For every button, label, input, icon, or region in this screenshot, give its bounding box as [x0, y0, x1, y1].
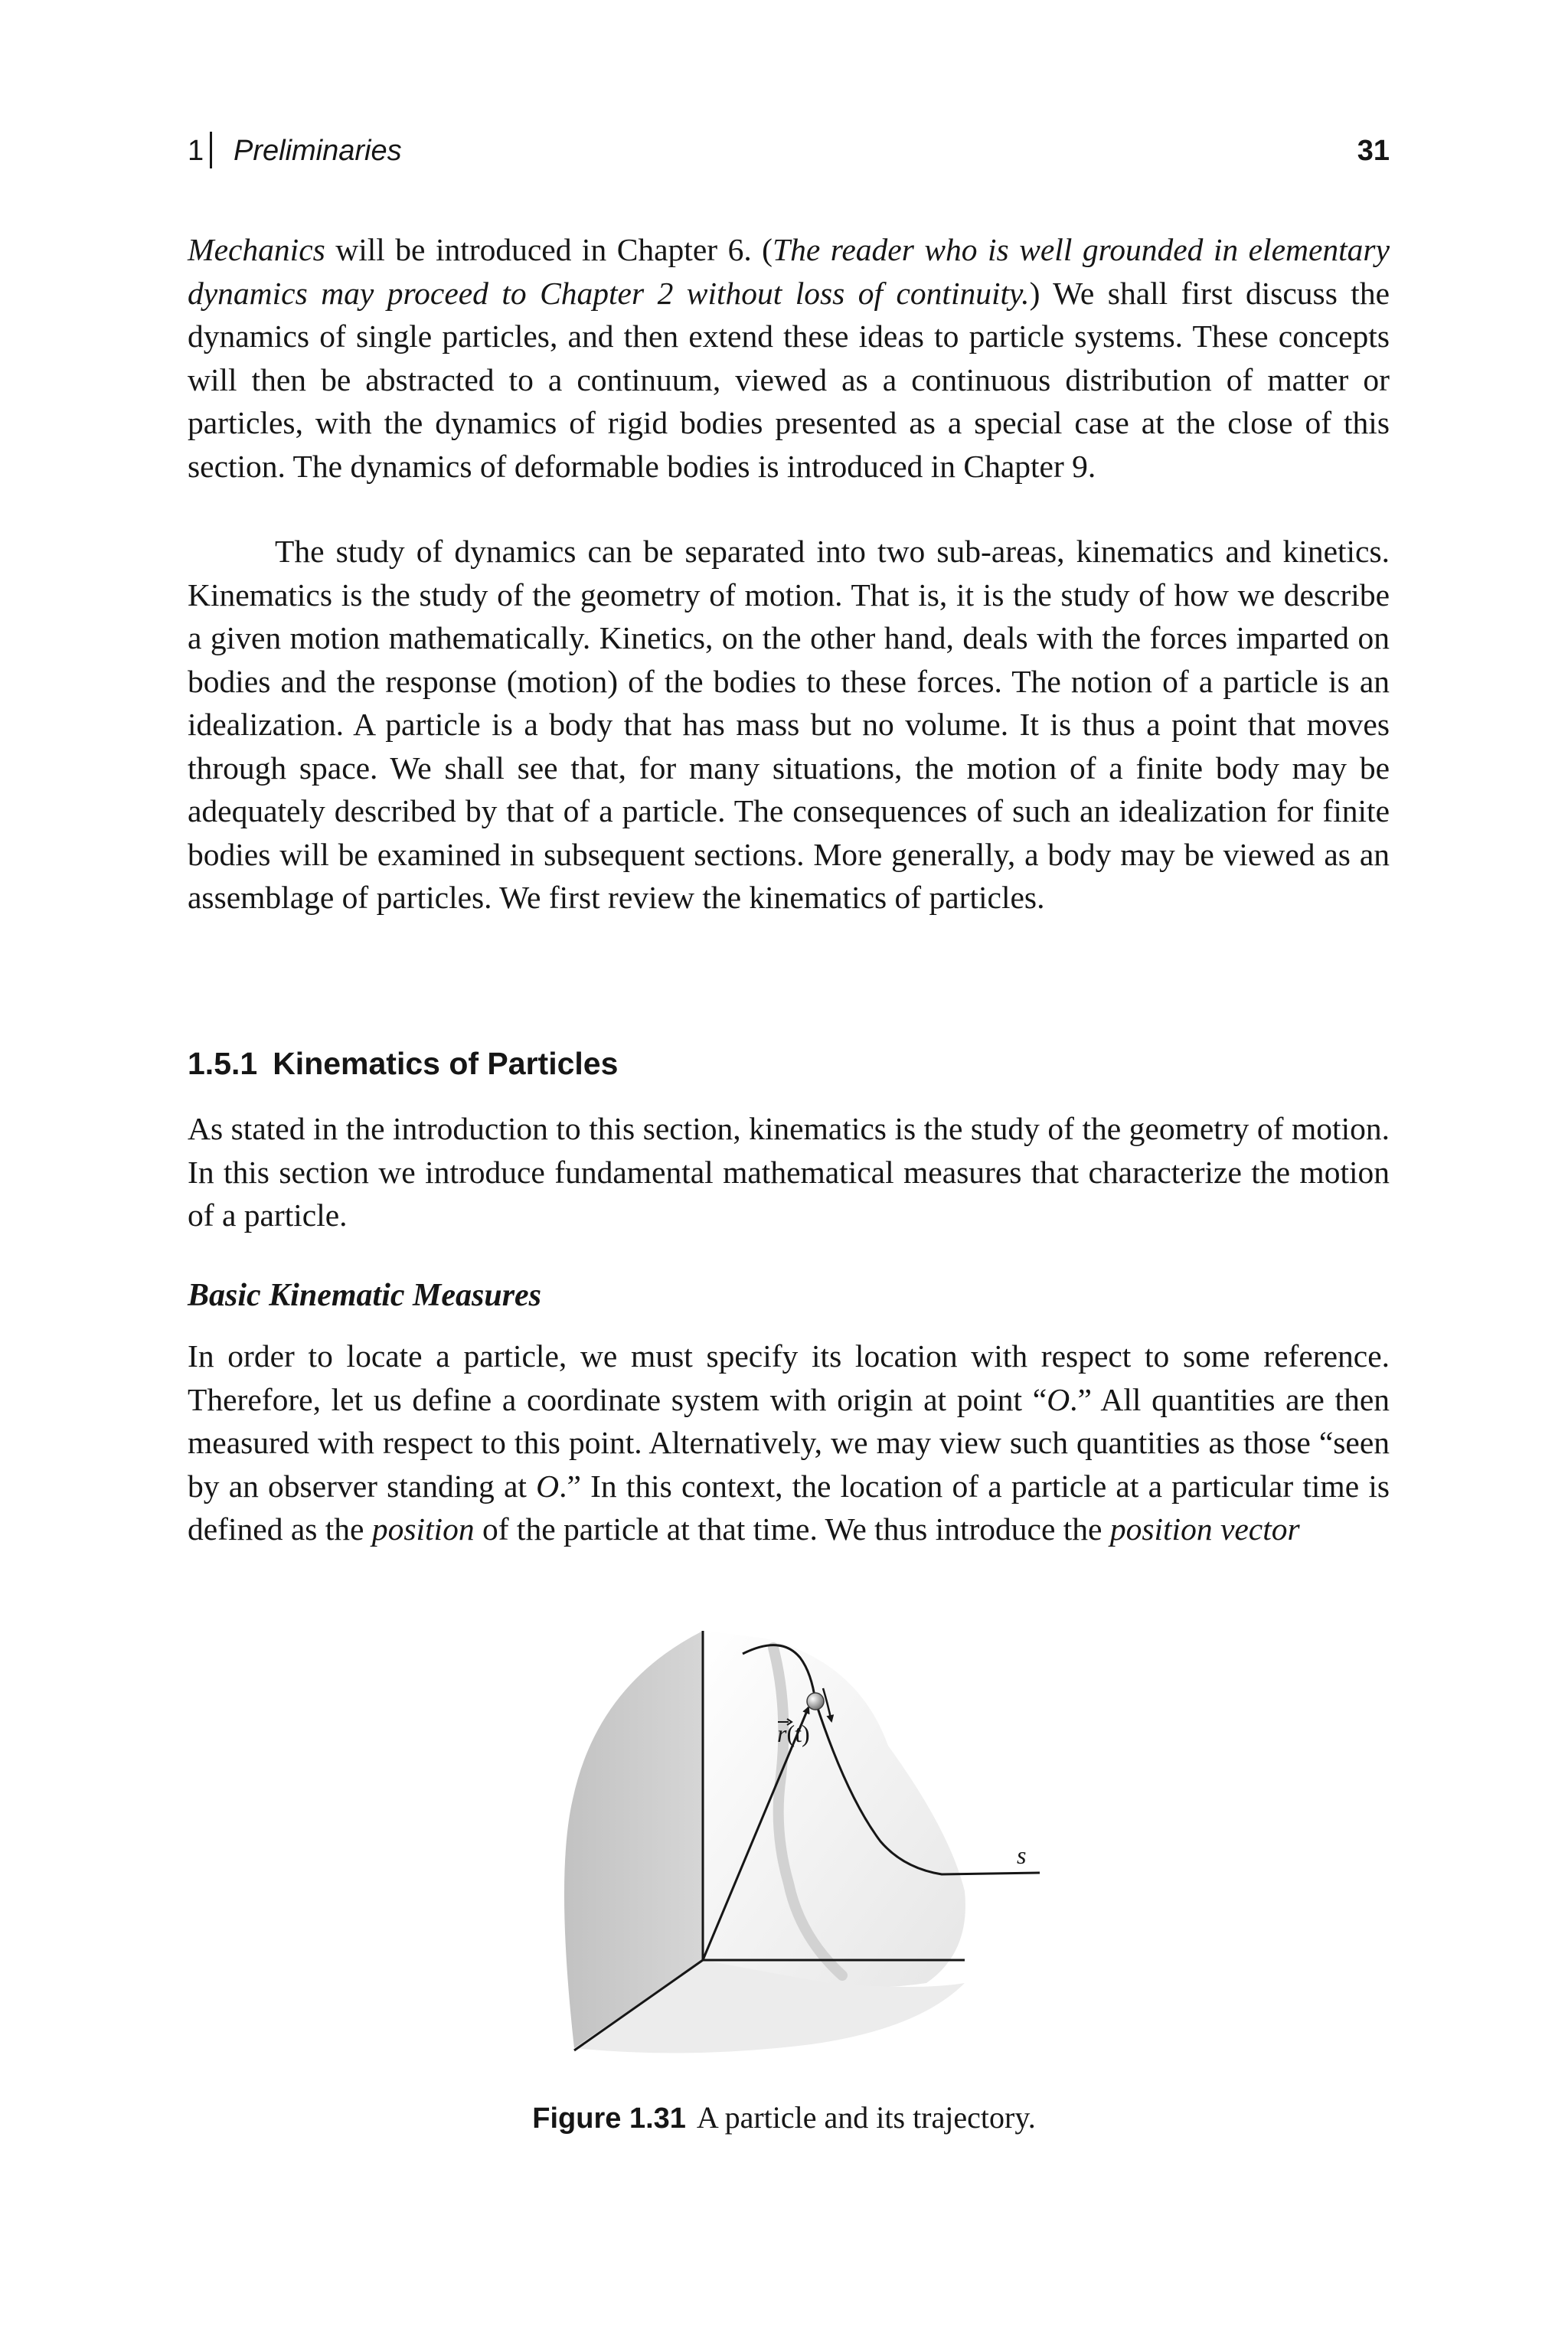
term-position-vector: position vector: [1109, 1511, 1300, 1547]
term-position: position: [371, 1511, 475, 1547]
trajectory-diagram: [536, 1631, 1057, 2060]
paragraph-text: .” All quantities are then measured with respect to this point. Alternatively, we may view such quantities as those “seen by an observer standing at: [188, 1381, 1390, 1504]
page-number: 31: [1357, 135, 1390, 167]
running-head: [188, 132, 1390, 175]
figure-particle-trajectory: [536, 1631, 1057, 2060]
term-mechanics: Mechanics: [188, 232, 325, 267]
figure-label: Figure 1.31: [532, 2102, 686, 2135]
header-divider: [210, 132, 212, 168]
section-number: 1.5.1: [188, 1046, 258, 1081]
paragraph-kinematics-kinetics: [188, 530, 1390, 920]
section-heading: [188, 1046, 618, 1082]
point-o: O: [536, 1468, 560, 1504]
paragraph-position: [188, 1335, 1390, 1551]
chapter-number: 1: [188, 135, 204, 167]
figure-caption: [0, 2099, 1568, 2135]
position-vector-symbol: r: [777, 1720, 787, 1747]
paragraph-text: ) We shall first discuss the dynamics of single particles, and then extend these ideas to particle systems. These concepts will then be abstracted to a continuum, viewed as a continuous distribution of matter or particles, with the dynamics of rigid bodies presented as a special case at the close of this section. The dynamics of deformable bodies is introduced in Chapter 9.: [188, 275, 1390, 484]
caption-text: A particle and its trajectory.: [696, 2100, 1036, 2135]
paragraph-text: The study of dynamics can be separated into two sub-areas, kinematics and kinetics. Kinematics is the study of the geometry of motion. That is, it is the study of how we describe a given motion mathematically. Kinetics, on the other hand, deals with the forces imparted on bodies and the response (motion) of the bodies to these forces. The notion of a particle is an idealization. A particle is a body that has mass but no volume. It is thus a point that moves through space. We shall see that, for many situations, the motion of a finite body may be adequately described by that of a particle. The consequences of such an idealization for finite bodies will be examined in subsequent sections. More generally, a body may be viewed as an assemblage of particles. We first review the kinematics of particles.: [188, 534, 1390, 915]
position-vector-label: [777, 1720, 810, 1747]
paragraph-text: of the particle at that time. We thus introduce the: [474, 1511, 1110, 1547]
paragraph-section-intro: [188, 1107, 1390, 1237]
surface-back: [703, 1631, 965, 1988]
particle: [807, 1693, 824, 1710]
paragraph-text: In order to locate a particle, we must specify its location with respect to some reference. Therefore, let us define a coordinate system with origin at point “: [188, 1338, 1390, 1417]
paragraph-text: .” In this context, the location of a particle at a particular time is defined as the: [188, 1468, 1390, 1547]
subsection-heading: Basic Kinematic Measures: [188, 1278, 542, 1313]
reader-note: The reader who is well grounded in elementary dynamics may proceed to Chapter 2 without loss of continuity.: [188, 232, 1390, 311]
point-o: O: [1047, 1381, 1070, 1417]
position-vector-argument: (t): [786, 1720, 810, 1747]
paragraph-intro: [188, 228, 1390, 488]
section-title: Kinematics of Particles: [273, 1046, 619, 1081]
arc-length-label: s: [1017, 1841, 1027, 1869]
paragraph-text: will be introduced in Chapter 6. (: [325, 232, 773, 267]
paragraph-text: As stated in the introduction to this section, kinematics is the study of the geometry of motion. In this section we introduce fundamental mathematical measures that characterize the motion of a particle.: [188, 1111, 1390, 1233]
chapter-title: Preliminaries: [234, 135, 402, 167]
